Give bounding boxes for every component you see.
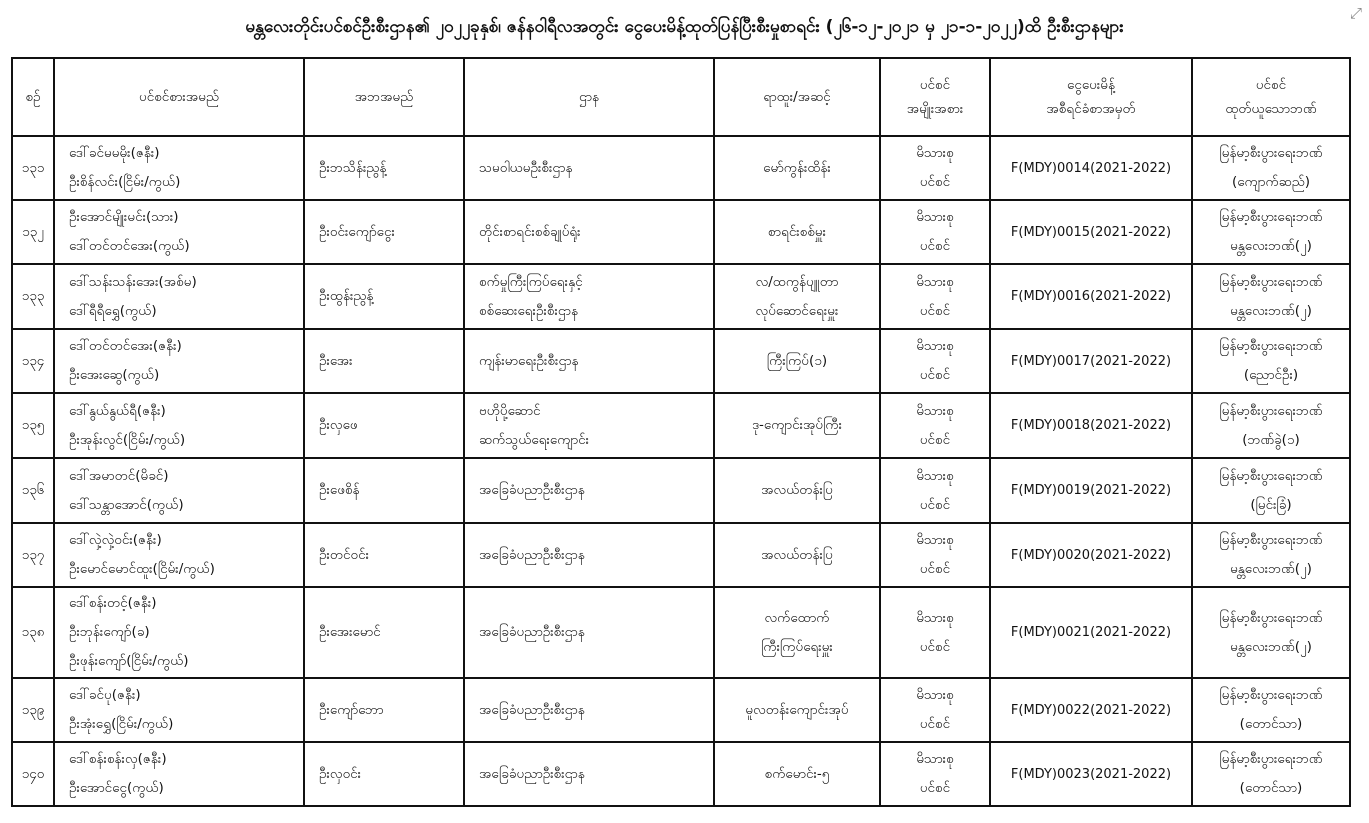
cell-rank xyxy=(714,136,880,200)
cell-no: ၁၃၃ xyxy=(12,264,54,329)
cell-text: မြန်မာ့စီးပွားရေးဘဏ် xyxy=(1219,402,1323,419)
expand-icon[interactable]: ⤢ xyxy=(1349,4,1362,22)
cell-department xyxy=(464,523,714,587)
cell-text: ကြီးကြပ်(၁) xyxy=(766,352,828,369)
cell-text: (တောင်သာ) xyxy=(1239,716,1303,732)
cell-rank xyxy=(714,458,880,523)
cell-text: မန္တလေးဘဏ်(၂) xyxy=(1230,638,1312,655)
cell-text: ဦးအောင်ငွေ(ကွယ်) xyxy=(69,780,164,796)
cell-pensioner-name xyxy=(54,329,304,393)
cell-text: စစ်ဆေးရေးဦးစီးဌာန xyxy=(479,302,578,319)
header-pensioner-name xyxy=(54,58,304,136)
cell-pensioner-name xyxy=(54,523,304,587)
cell-text: ဦးဘသိန်းညွန့် xyxy=(319,159,387,176)
cell-text: မော်ကွန်းထိန်း xyxy=(763,159,831,176)
cell-bank xyxy=(1192,264,1350,329)
cell-no: ၁၃၂ xyxy=(12,200,54,264)
cell-bank xyxy=(1192,200,1350,264)
header-father-name xyxy=(304,58,464,136)
cell-text: ဦးဖေစိန် xyxy=(319,482,360,498)
cell-text: ဒေါ်ခင်ပု(ဇနီး) xyxy=(69,687,141,703)
table-row xyxy=(12,136,1350,200)
header-order-number xyxy=(990,58,1192,136)
cell-pension-type xyxy=(880,200,990,264)
header-text: အစီရင်ခံစာအမှတ် xyxy=(1046,101,1136,117)
cell-text: ဦးဘုန်းကျော်(ခ) xyxy=(69,624,150,640)
cell-department xyxy=(464,200,714,264)
cell-father-name xyxy=(304,458,464,523)
cell-no: ၁၃၆ xyxy=(12,458,54,523)
cell-text: ဦးထွန်းညွန့် xyxy=(319,288,374,304)
table-row xyxy=(12,329,1350,393)
cell-text: (ဘဏ်ခွဲ(၁) xyxy=(1242,431,1300,448)
cell-bank xyxy=(1192,587,1350,678)
cell-pensioner-name xyxy=(54,136,304,200)
cell-text: ဦးအုန်းလွင်(ငြိမ်း/ကွယ်) xyxy=(69,431,186,448)
cell-father-name xyxy=(304,264,464,329)
cell-text: ဦးအေးမောင် xyxy=(319,624,381,640)
cell-department xyxy=(464,458,714,523)
cell-text: မန္တလေးဘဏ်(၂) xyxy=(1230,238,1312,254)
cell-text: (ညောင်ဦး) xyxy=(1243,367,1299,383)
cell-text: ပင်စင် xyxy=(919,496,951,513)
cell-pension-type xyxy=(880,678,990,742)
cell-text: ဦးဖုန်းကျော်(ငြိမ်း/ကွယ်) xyxy=(69,653,189,669)
pension-table xyxy=(11,57,1351,807)
cell-text: ဦးစိန်လင်း(ငြိမ်း/ကွယ်) xyxy=(69,174,181,190)
cell-text: မြန်မာ့စီးပွားရေးဘဏ် xyxy=(1219,338,1323,354)
header-text: ပင်စင် xyxy=(1255,77,1287,93)
cell-pension-type xyxy=(880,587,990,678)
cell-text: အလယ်တန်းပြ xyxy=(761,546,833,563)
cell-department xyxy=(464,587,714,678)
cell-bank xyxy=(1192,742,1350,806)
cell-text: ဒေါ်နွယ်နွယ်ရီ(ဇနီး) xyxy=(69,402,166,419)
cell-father-name xyxy=(304,523,464,587)
document-title: မန္တလေးတိုင်းပင်စင်ဦးစီးဌာန၏ ၂၀၂၂ခုနှစ်၊ ဇန်နဝါရီလအတွင်း ငွေပေးမိန့်ထုတ်ပြန်ပြီးစီးမှုစာရင်း (၂၆-၁၂-၂၀၂၁ မှ ၂၁-၁-၂၀၂၂)ထိ ဦးစီးဌာနများ xyxy=(245,17,1124,37)
cell-text: မိသားစု xyxy=(916,402,954,419)
cell-no: ၁၄၀ xyxy=(12,742,54,806)
cell-order-number: F(MDY)0022(2021-2022) xyxy=(990,678,1192,742)
cell-text: ပင်စင် xyxy=(919,431,951,448)
cell-text: ပင်စင် xyxy=(919,174,951,190)
cell-pension-type xyxy=(880,393,990,458)
cell-father-name xyxy=(304,329,464,393)
cell-no: ၁၃၄ xyxy=(12,329,54,393)
cell-rank xyxy=(714,200,880,264)
cell-text: စက်မောင်း-၅ xyxy=(764,765,830,782)
cell-text: (ကျောက်ဆည်) xyxy=(1231,174,1311,190)
cell-text: အခြေခံပညာဦးစီးဌာန xyxy=(479,624,585,640)
header-text: ရာထူး/အဆင့် xyxy=(763,89,831,105)
cell-bank xyxy=(1192,678,1350,742)
cell-pension-type xyxy=(880,264,990,329)
cell-text: ပင်စင် xyxy=(919,780,951,796)
header-text: ငွေပေးမိန့် xyxy=(1067,77,1115,93)
cell-text: မန္တလေးဘဏ်(၂) xyxy=(1230,561,1312,577)
cell-pensioner-name xyxy=(54,587,304,678)
cell-text: ဦးအောင်မျိုးမင်း(သား) xyxy=(69,209,179,225)
cell-text: ဒေါ်အမာတင်(မိခင်) xyxy=(69,467,169,484)
cell-pensioner-name xyxy=(54,264,304,329)
cell-text: မိသားစု xyxy=(916,532,954,548)
cell-text: အခြေခံပညာဦးစီးဌာန xyxy=(479,546,585,563)
cell-department xyxy=(464,678,714,742)
header-pension-type xyxy=(880,58,990,136)
cell-no: ၁၃၇ xyxy=(12,523,54,587)
cell-text: မြန်မာ့စီးပွားရေးဘဏ် xyxy=(1219,532,1323,548)
cell-text: တိုင်းစာရင်းစစ်ချုပ်ရုံး xyxy=(479,223,581,240)
cell-text: ဒေါ်လှဲ့လှဲ့ဝင်း(ဇနီး) xyxy=(69,532,162,548)
cell-pension-type xyxy=(880,136,990,200)
table-row xyxy=(12,264,1350,329)
cell-text: မိသားစု xyxy=(916,687,954,703)
table-row xyxy=(12,742,1350,806)
cell-text: ပင်စင် xyxy=(919,302,951,319)
table-row xyxy=(12,393,1350,458)
cell-text: မြန်မာ့စီးပွားရေးဘဏ် xyxy=(1219,209,1323,225)
cell-text: (တောင်သာ) xyxy=(1239,780,1303,796)
table-row xyxy=(12,458,1350,523)
cell-text: မိသားစု xyxy=(916,609,954,626)
cell-text: (မြင်းခြံ) xyxy=(1250,496,1292,513)
cell-text: ဒေါ်စန်းတင့်(ဇနီး) xyxy=(69,595,157,611)
cell-father-name xyxy=(304,742,464,806)
cell-rank xyxy=(714,678,880,742)
cell-text: မြန်မာ့စီးပွားရေးဘဏ် xyxy=(1219,145,1323,161)
cell-text: ကျန်းမာရေးဦးစီးဌာန xyxy=(479,352,579,369)
table-header-row xyxy=(12,58,1350,136)
cell-text: မိသားစု xyxy=(916,209,954,225)
cell-text: ဦးဝင်းကျော်ငွေး xyxy=(319,223,395,240)
cell-pension-type xyxy=(880,458,990,523)
cell-rank xyxy=(714,393,880,458)
cell-rank xyxy=(714,264,880,329)
cell-bank xyxy=(1192,458,1350,523)
cell-department xyxy=(464,393,714,458)
cell-bank xyxy=(1192,136,1350,200)
cell-text: ဒေါ်ရီရီရွှေ(ကွယ်) xyxy=(69,302,157,319)
cell-order-number: F(MDY)0015(2021-2022) xyxy=(990,200,1192,264)
cell-bank xyxy=(1192,393,1350,458)
header-text: အဘအမည် xyxy=(354,89,414,105)
cell-pensioner-name xyxy=(54,200,304,264)
cell-text: အခြေခံပညာဦးစီးဌာန xyxy=(479,701,585,718)
table-row xyxy=(12,587,1350,678)
header-text: ပင်စင် xyxy=(919,77,951,93)
cell-text: ဦးတင်ဝင်း xyxy=(319,546,370,563)
header-text: ပင်စင်စားအမည် xyxy=(139,89,219,105)
table-row xyxy=(12,523,1350,587)
cell-text: ဒေါ်စန်းစန်းလှ(ဇနီး) xyxy=(69,751,167,767)
header-text: ဌာန xyxy=(578,89,600,105)
cell-text: မြန်မာ့စီးပွားရေးဘဏ် xyxy=(1219,751,1323,767)
cell-bank xyxy=(1192,329,1350,393)
cell-pension-type xyxy=(880,329,990,393)
cell-text: စာရင်းစစ်မှူး xyxy=(767,223,827,240)
cell-pensioner-name xyxy=(54,458,304,523)
cell-text: မြန်မာ့စီးပွားရေးဘဏ် xyxy=(1219,467,1323,484)
cell-text: ဒေါ်သန်းသန်းအေး(အစ်မ) xyxy=(69,273,197,290)
cell-order-number: F(MDY)0017(2021-2022) xyxy=(990,329,1192,393)
cell-order-number: F(MDY)0023(2021-2022) xyxy=(990,742,1192,806)
cell-text: မိသားစု xyxy=(916,145,954,161)
cell-text: ဦးမောင်မောင်ထူး(ငြိမ်း/ကွယ်) xyxy=(69,561,215,577)
cell-text: လက်ထောက် xyxy=(764,609,830,626)
cell-rank xyxy=(714,587,880,678)
header-bank xyxy=(1192,58,1350,136)
header-no xyxy=(12,58,54,136)
cell-rank xyxy=(714,742,880,806)
cell-text: ဦးအေး xyxy=(319,352,353,369)
cell-order-number: F(MDY)0016(2021-2022) xyxy=(990,264,1192,329)
cell-no: ၁၃၅ xyxy=(12,393,54,458)
header-text: စဉ် xyxy=(25,89,41,105)
cell-text: ဒေါ်ခင်မမမိုး(ဇနီး) xyxy=(69,145,160,161)
cell-order-number: F(MDY)0021(2021-2022) xyxy=(990,587,1192,678)
cell-pension-type xyxy=(880,742,990,806)
cell-text: အလယ်တန်းပြ xyxy=(761,482,833,498)
cell-text: ဒု-ကျောင်းအုပ်ကြီး xyxy=(751,417,843,433)
cell-text: ဦးအုံးရွှေ(ငြိမ်း/ကွယ်) xyxy=(69,716,174,732)
cell-text: အခြေခံပညာဦးစီးဌာန xyxy=(479,765,585,782)
cell-father-name xyxy=(304,393,464,458)
cell-text: သမဝါယမဦးစီးဌာန xyxy=(479,159,573,176)
cell-rank xyxy=(714,329,880,393)
cell-pensioner-name xyxy=(54,678,304,742)
cell-text: လ/ထကွန်ပျူတာ xyxy=(755,273,839,290)
cell-text: ပင်စင် xyxy=(919,561,951,577)
cell-father-name xyxy=(304,200,464,264)
cell-text: မိသားစု xyxy=(916,751,954,767)
cell-text: ဦးလှဖေ xyxy=(319,417,358,433)
cell-text: ဒေါ်တင်တင်အေး(ဇနီး) xyxy=(69,338,182,354)
cell-no: ၁၃၉ xyxy=(12,678,54,742)
header-rank xyxy=(714,58,880,136)
cell-text: အခြေခံပညာဦးစီးဌာန xyxy=(479,482,585,498)
cell-text: မိသားစု xyxy=(916,467,954,484)
cell-no: ၁၃၁ xyxy=(12,136,54,200)
header-text: ထုတ်ယူသောဘဏ် xyxy=(1225,101,1317,117)
cell-text: ပင်စင် xyxy=(919,716,951,732)
cell-department xyxy=(464,264,714,329)
cell-text: မူလတန်းကျောင်းအုပ် xyxy=(745,701,849,718)
cell-text: ဦးလှဝင်း xyxy=(319,765,362,782)
table-row xyxy=(12,678,1350,742)
header-department xyxy=(464,58,714,136)
cell-father-name xyxy=(304,678,464,742)
cell-text: ပင်စင် xyxy=(919,638,951,655)
cell-text: ဒေါ်တင်တင်အေး(ကွယ်) xyxy=(69,238,190,254)
header-text: အမျိုးအစား xyxy=(906,101,964,117)
cell-pension-type xyxy=(880,523,990,587)
cell-text: ဦးကျော်ဘော xyxy=(319,701,384,718)
cell-text: ဗဟိုပို့ဆောင် xyxy=(479,402,541,419)
cell-order-number: F(MDY)0020(2021-2022) xyxy=(990,523,1192,587)
table-row xyxy=(12,200,1350,264)
cell-text: မြန်မာ့စီးပွားရေးဘဏ် xyxy=(1219,687,1323,703)
cell-text: ကြီးကြပ်ရေးမှူး xyxy=(761,638,833,655)
cell-bank xyxy=(1192,523,1350,587)
cell-text: ဒေါ်သန္တာအောင်(ကွယ်) xyxy=(69,496,184,513)
cell-pensioner-name xyxy=(54,393,304,458)
cell-text: လုပ်ဆောင်ရေးမှူး xyxy=(755,302,839,319)
cell-text: ပင်စင် xyxy=(919,367,951,383)
cell-order-number: F(MDY)0018(2021-2022) xyxy=(990,393,1192,458)
cell-order-number: F(MDY)0019(2021-2022) xyxy=(990,458,1192,523)
cell-text: ပင်စင် xyxy=(919,238,951,254)
cell-father-name xyxy=(304,136,464,200)
cell-department xyxy=(464,329,714,393)
cell-text: မန္တလေးဘဏ်(၂) xyxy=(1230,302,1312,319)
cell-text: ဆက်သွယ်ရေးကျောင်း xyxy=(479,431,590,448)
cell-text: မိသားစု xyxy=(916,273,954,290)
cell-text: စက်မှုကြီးကြပ်ရေးနှင့် xyxy=(479,273,583,290)
cell-no: ၁၃၈ xyxy=(12,587,54,678)
cell-department xyxy=(464,136,714,200)
cell-text: မိသားစု xyxy=(916,338,954,354)
cell-order-number: F(MDY)0014(2021-2022) xyxy=(990,136,1192,200)
cell-department xyxy=(464,742,714,806)
cell-text: မြန်မာ့စီးပွားရေးဘဏ် xyxy=(1219,273,1323,290)
cell-text: ဦးအေးဆွေ(ကွယ်) xyxy=(69,367,160,383)
cell-text: မြန်မာ့စီးပွားရေးဘဏ် xyxy=(1219,609,1323,626)
cell-father-name xyxy=(304,587,464,678)
cell-pensioner-name xyxy=(54,742,304,806)
cell-rank xyxy=(714,523,880,587)
